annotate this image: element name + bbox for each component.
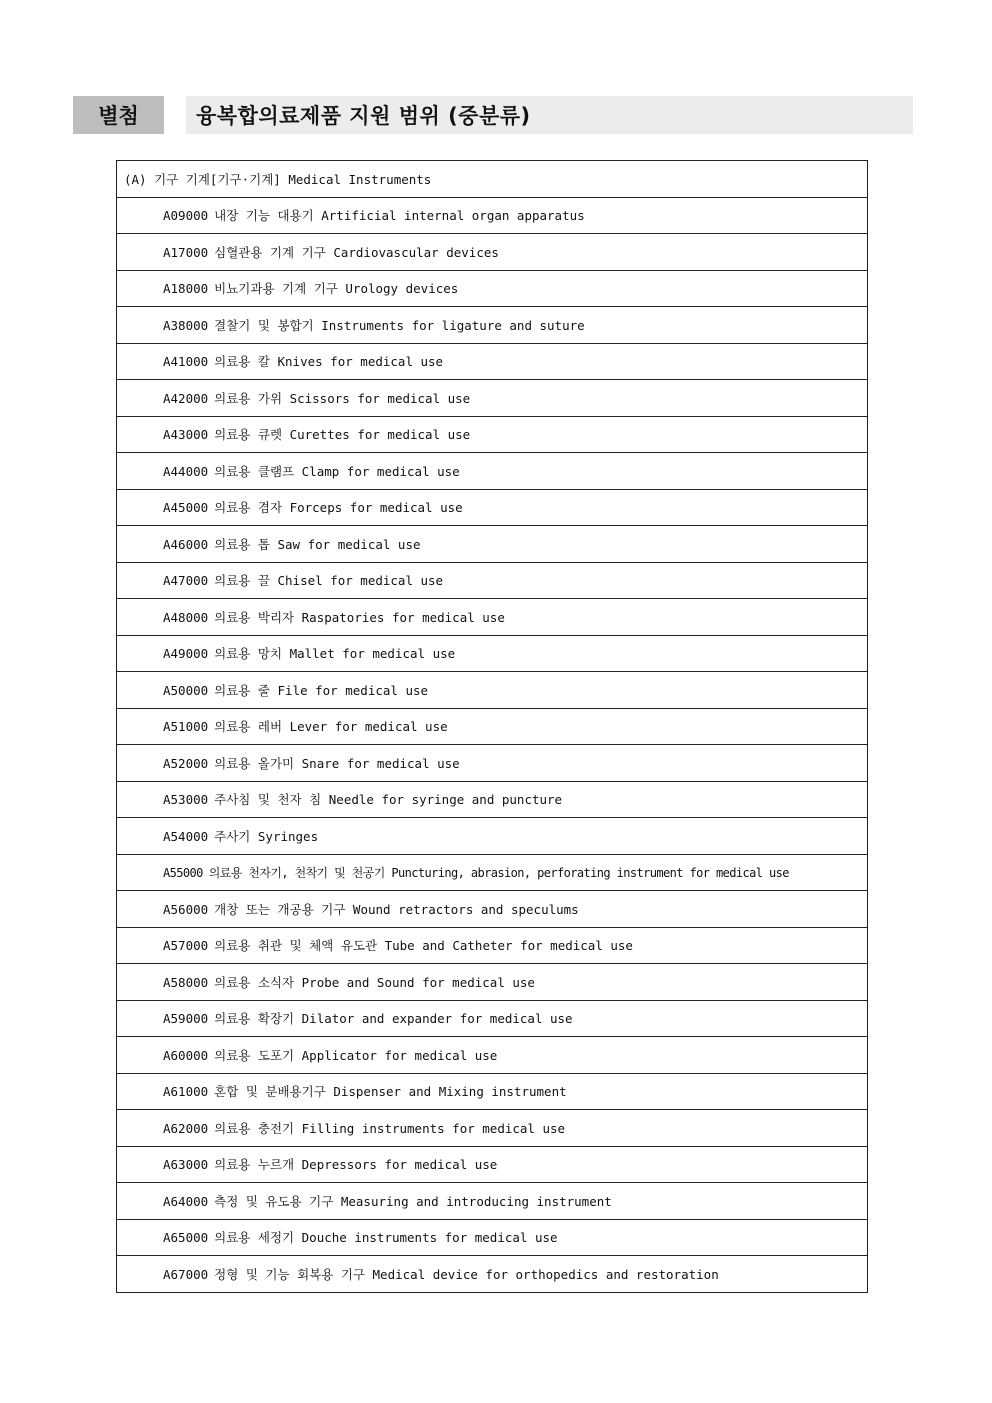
item-cell (117, 1037, 868, 1074)
item-code: A44000 (163, 463, 209, 479)
item-cell (117, 562, 868, 599)
item-description: 의료용 박리자 Raspatories for medical use (214, 609, 505, 625)
item-description: 의료용 겸자 Forceps for medical use (214, 500, 463, 516)
item-description: 의료용 도포기 Applicator for medical use (214, 1047, 498, 1063)
item-cell (117, 854, 868, 891)
table-row (117, 197, 868, 234)
item-cell (117, 635, 868, 672)
item-cell (117, 672, 868, 709)
item-code: A62000 (163, 1120, 209, 1136)
table-row (117, 380, 868, 417)
table-row (117, 526, 868, 563)
item-description: 심혈관용 기계 기구 Cardiovascular devices (214, 244, 499, 260)
table-row (117, 1073, 868, 1110)
item-description: 비뇨기과용 기계 기구 Urology devices (214, 281, 459, 297)
item-code: A60000 (163, 1047, 209, 1063)
item-cell (117, 343, 868, 380)
table-row (117, 562, 868, 599)
item-cell (117, 1146, 868, 1183)
item-description: 의료용 소식자 Probe and Sound for medical use (214, 974, 535, 990)
table-row (117, 854, 868, 891)
item-description: 의료용 확장기 Dilator and expander for medical use (214, 1011, 573, 1027)
classification-table (116, 160, 868, 1293)
item-code: A67000 (163, 1266, 209, 1282)
table-row (117, 964, 868, 1001)
item-cell (117, 927, 868, 964)
item-code: A09000 (163, 208, 209, 224)
item-description: 의료용 줄 File for medical use (214, 682, 429, 698)
item-description: 혼합 및 분배용기구 Dispenser and Mixing instrument (214, 1084, 567, 1100)
item-description: 개창 또는 개공용 기구 Wound retractors and speculums (214, 901, 579, 917)
table-row (117, 307, 868, 344)
category-row (117, 161, 868, 198)
item-description: 의료용 레버 Lever for medical use (214, 719, 448, 735)
table-row (117, 1146, 868, 1183)
item-cell (117, 1256, 868, 1293)
item-cell (117, 599, 868, 636)
item-code: A50000 (163, 682, 209, 698)
table-row (117, 453, 868, 490)
table-row (117, 708, 868, 745)
page-header (73, 96, 913, 134)
item-description: 주사기 Syringes (214, 828, 319, 844)
item-description: 결찰기 및 봉합기 Instruments for ligature and suture (214, 317, 585, 333)
item-cell (117, 1219, 868, 1256)
item-description: 의료용 충전기 Filling instruments for medical use (214, 1120, 566, 1136)
item-code: A51000 (163, 719, 209, 735)
item-description: 의료용 올가미 Snare for medical use (214, 755, 460, 771)
table-row (117, 234, 868, 271)
item-code: A18000 (163, 281, 209, 297)
item-cell (117, 453, 868, 490)
item-description: 의료용 칼 Knives for medical use (214, 354, 444, 370)
item-description: 내장 기능 대용기 Artificial internal organ apparatus (214, 208, 585, 224)
table-row (117, 1110, 868, 1147)
item-code: A61000 (163, 1084, 209, 1100)
item-cell (117, 708, 868, 745)
item-code: A49000 (163, 646, 209, 662)
item-cell (117, 964, 868, 1001)
table-row (117, 343, 868, 380)
item-description: 의료용 클램프 Clamp for medical use (214, 463, 460, 479)
item-code: A58000 (163, 974, 209, 990)
table-row (117, 1000, 868, 1037)
table-row (117, 891, 868, 928)
table-row (117, 745, 868, 782)
item-cell (117, 489, 868, 526)
item-description: 주사침 및 천자 침 Needle for syringe and puncture (214, 792, 563, 808)
item-code: A65000 (163, 1230, 209, 1246)
item-code: A46000 (163, 536, 209, 552)
item-code: A57000 (163, 938, 209, 954)
item-cell (117, 891, 868, 928)
item-cell (117, 1110, 868, 1147)
item-cell (117, 526, 868, 563)
item-cell (117, 1183, 868, 1220)
item-code: A41000 (163, 354, 209, 370)
item-code: A17000 (163, 244, 209, 260)
table-row (117, 781, 868, 818)
table-row (117, 1037, 868, 1074)
item-description: 의료용 세정기 Douche instruments for medical use (214, 1230, 558, 1246)
item-code: A56000 (163, 901, 209, 917)
item-code: A53000 (163, 792, 209, 808)
item-cell (117, 1000, 868, 1037)
table-row (117, 489, 868, 526)
item-description: 의료용 톱 Saw for medical use (214, 536, 421, 552)
page-title: 융복합의료제품 지원 범위 (중분류) (186, 96, 913, 134)
item-code: A55000 (163, 865, 203, 880)
item-code: A64000 (163, 1193, 209, 1209)
category-label: (A) 기구 기계[기구·기계] Medical Instruments (117, 161, 868, 198)
item-code: A42000 (163, 390, 209, 406)
item-cell (117, 234, 868, 271)
item-code: A38000 (163, 317, 209, 333)
item-cell (117, 416, 868, 453)
table-row (117, 599, 868, 636)
item-description: 측정 및 유도용 기구 Measuring and introducing instrument (214, 1193, 612, 1209)
item-code: A45000 (163, 500, 209, 516)
item-cell (117, 745, 868, 782)
item-code: A59000 (163, 1011, 209, 1027)
item-cell (117, 1073, 868, 1110)
item-cell (117, 197, 868, 234)
item-code: A63000 (163, 1157, 209, 1173)
item-code: A43000 (163, 427, 209, 443)
item-description: 의료용 취관 및 체액 유도관 Tube and Catheter for medical use (214, 938, 633, 954)
item-code: A47000 (163, 573, 209, 589)
attachment-badge: 별첨 (73, 96, 164, 134)
item-code: A48000 (163, 609, 209, 625)
item-cell (117, 307, 868, 344)
item-description: 의료용 가위 Scissors for medical use (214, 390, 471, 406)
table-row (117, 672, 868, 709)
item-description: 의료용 천자기, 천착기 및 천공기 Puncturing, abrasion, perforating instrument for medical use (208, 865, 789, 880)
table-row (117, 1219, 868, 1256)
item-description: 의료용 끌 Chisel for medical use (214, 573, 444, 589)
table-row (117, 1256, 868, 1293)
item-cell (117, 270, 868, 307)
table-row (117, 270, 868, 307)
table-row (117, 635, 868, 672)
item-description: 의료용 누르개 Depressors for medical use (214, 1157, 498, 1173)
item-cell (117, 818, 868, 855)
item-description: 의료용 큐렛 Curettes for medical use (214, 427, 471, 443)
item-cell (117, 380, 868, 417)
item-description: 의료용 망치 Mallet for medical use (214, 646, 456, 662)
item-code: A54000 (163, 828, 209, 844)
table-row (117, 416, 868, 453)
item-code: A52000 (163, 755, 209, 771)
table-row (117, 1183, 868, 1220)
table-row (117, 927, 868, 964)
item-description: 정형 및 기능 회복용 기구 Medical device for orthopedics and restoration (214, 1266, 719, 1282)
table-row (117, 818, 868, 855)
item-cell (117, 781, 868, 818)
